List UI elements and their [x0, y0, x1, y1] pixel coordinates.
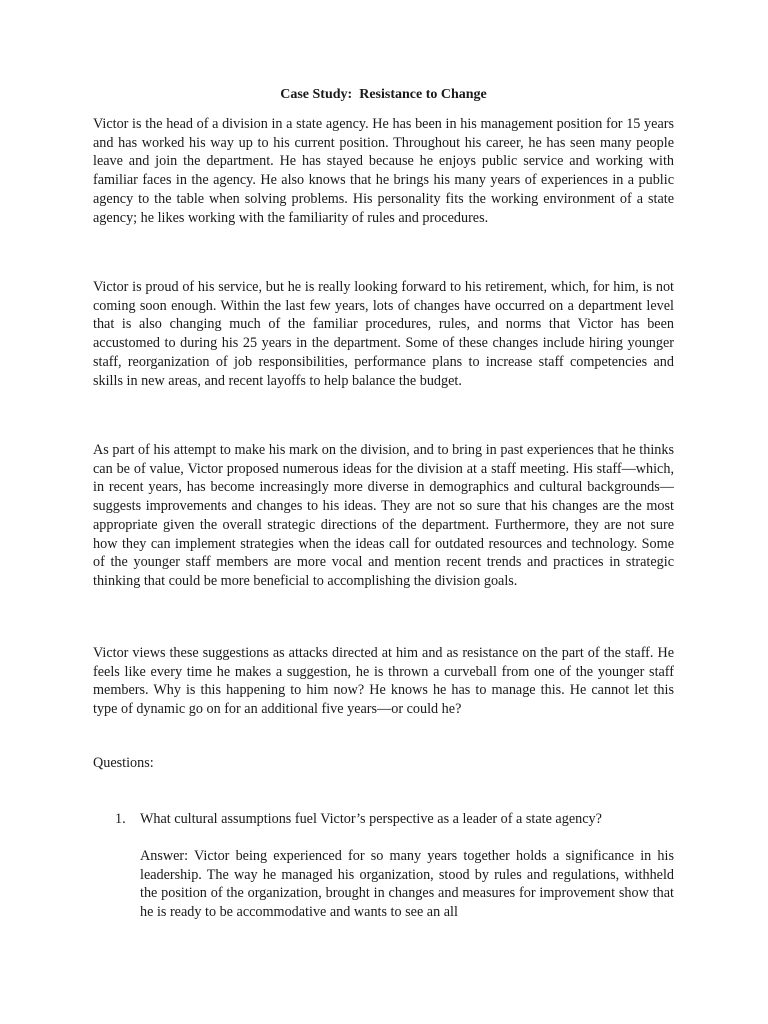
- paragraph-1: Victor is the head of a division in a state agency. He has been in his management position for 15 years and has worked his way up to his current position. Throughout his career, he has seen many people leave and join the department. He has stayed because he enjoys public service and working with familiar faces in the agency. He also knows that he brings his many years of experiences in a public agency to the table when solving problems. His personality fits the working environment of a state agency; he likes working with the familiarity of rules and procedures.: [93, 116, 674, 226]
- paragraph-3: As part of his attempt to make his mark on the division, and to bring in past experiences that he thinks can be of value, Victor proposed numerous ideas for the division at a staff meeting. His staff—which, in recent years, has become increasingly more diverse in demographics and cultural backgrounds—suggests improvements and changes to his ideas. They are not so sure that his changes are the most appropriate given the overall strategic directions of the department. Furthermore, they are not sure how they can implement strategies when the ideas call for outdated resources and technology. Some of the younger staff members are more vocal and mention recent trends and practices in strategic thinking that could be more beneficial to accomplishing the division goals.: [93, 442, 674, 589]
- question-number: 1.: [115, 811, 126, 827]
- questions-heading: Questions:: [93, 755, 154, 771]
- answer-text: Answer: Victor being experienced for so many years together holds a significance in his leadership. The way he managed his organization, stood by rules and regulations, withheld the position of the organization, brought in changes and measures for improvement show that he is ready to be accommodative and wants to see an all: [140, 848, 674, 921]
- question-text: What cultural assumptions fuel Victor’s perspective as a leader of a state agency?: [140, 811, 602, 827]
- paragraph-4: Victor views these suggestions as attacks directed at him and as resistance on the part of the staff. He feels like every time he makes a suggestion, he is thrown a curveball from one of the younger staff members. Why is this happening to him now? He knows he has to manage this. He cannot let this type of dynamic go on for an additional five years—or could he?: [93, 645, 674, 718]
- paragraph-2: Victor is proud of his service, but he is really looking forward to his retirement, which, for him, is not coming soon enough. Within the last few years, lots of changes have occurred on a department level that is also changing much of the familiar procedures, rules, and norms that Victor has been accustomed to during his 25 years in the department. Some of these changes include hiring younger staff, reorganization of job responsibilities, performance plans to increase staff competencies and skills in new areas, and recent layoffs to help balance the budget.: [93, 279, 674, 389]
- document-title: Case Study: Resistance to Change: [280, 87, 487, 102]
